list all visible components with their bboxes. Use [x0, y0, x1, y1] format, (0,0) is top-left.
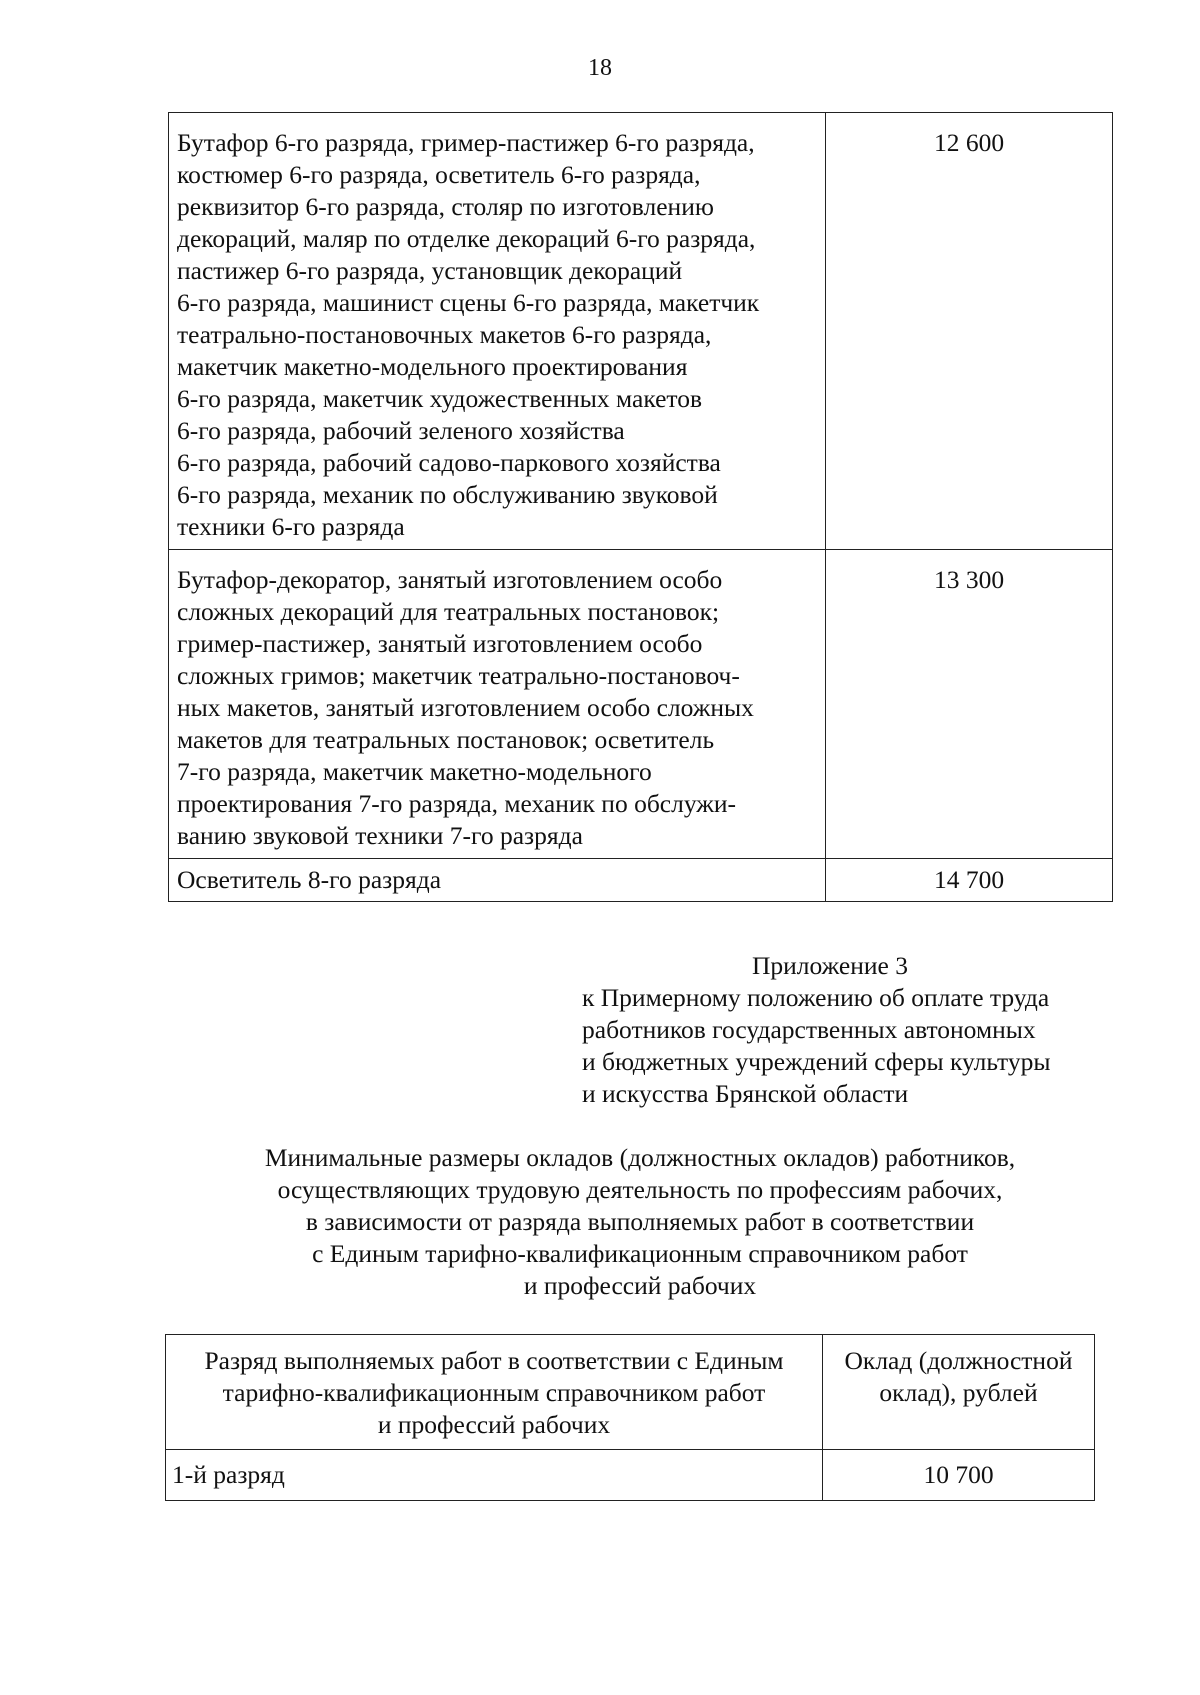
cell-line: Оклад (должностной: [844, 1346, 1073, 1375]
table-row: [169, 550, 1113, 859]
appendix-title: Приложение 3: [752, 951, 908, 980]
appendix-line: и бюджетных учреждений сферы культуры: [582, 1047, 1051, 1076]
cell-line: 6-го разряда, рабочий садово-паркового хозяйства: [177, 448, 721, 477]
cell-line: оклад), рублей: [879, 1378, 1038, 1407]
title-line: с Единым тарифно-квалификационным справочником работ: [312, 1239, 968, 1268]
header-grade-cell: [166, 1335, 823, 1450]
title-line: Минимальные размеры окладов (должностных окладов) работников,: [264, 1143, 1016, 1172]
cell-line: Осветитель 8-го разряда: [177, 865, 442, 894]
cell-line: тарифно-квалификационным справочником работ: [222, 1378, 766, 1407]
cell-line: Бутафор-декоратор, занятый изготовлением особо: [177, 565, 723, 594]
grade-salary-table: [165, 1334, 1095, 1501]
profession-cell: [169, 113, 826, 550]
cell-line: сложных декораций для театральных постановок;: [177, 597, 720, 626]
header-salary-cell: [823, 1335, 1095, 1450]
appendix-line: к Примерному положению об оплате труда: [582, 983, 1050, 1012]
cell-line: 6-го разряда, машинист сцены 6-го разряда, макетчик: [177, 288, 760, 317]
cell-line: техники 6-го разряда: [177, 512, 405, 541]
appendix-line: и искусства Брянской области: [582, 1079, 909, 1108]
cell-line: ных макетов, занятый изготовлением особо сложных: [177, 693, 754, 722]
cell-line: театрально-постановочных макетов 6-го разряда,: [177, 320, 712, 349]
document-title: [160, 1142, 1120, 1302]
cell-line: пастижер 6-го разряда, установщик декораций: [177, 256, 683, 285]
cell-line: 6-го разряда, механик по обслуживанию звуковой: [177, 480, 718, 509]
cell-line: макетчик макетно-модельного проектирования: [177, 352, 688, 381]
rates-table-continued: [168, 112, 1113, 902]
cell-line: ванию звуковой техники 7-го разряда: [177, 821, 583, 850]
cell-line: макетов для театральных постановок; осветитель: [177, 725, 715, 754]
cell-line: сложных гримов; макетчик театрально-постановоч-: [177, 661, 740, 690]
profession-cell: [169, 550, 826, 859]
salary-cell: 13 300: [826, 550, 1113, 859]
page-number: 18: [588, 55, 612, 81]
appendix-line: работников государственных автономных: [582, 1015, 1036, 1044]
grade-cell: 1-й разряд: [166, 1450, 823, 1501]
cell-line: 7-го разряда, макетчик макетно-модельного: [177, 757, 652, 786]
cell-line: гример-пастижер, занятый изготовлением особо: [177, 629, 703, 658]
appendix-header: [582, 950, 1142, 1110]
title-line: в зависимости от разряда выполняемых работ в соответствии: [305, 1207, 975, 1236]
cell-line: реквизитор 6-го разряда, столяр по изготовлению: [177, 192, 714, 221]
cell-line: Разряд выполняемых работ в соответствии с Единым: [204, 1346, 784, 1375]
title-line: осуществляющих трудовую деятельность по профессиям рабочих,: [277, 1175, 1003, 1204]
cell-line: проектирования 7-го разряда, механик по обслужи-: [177, 789, 737, 818]
cell-line: 6-го разряда, рабочий зеленого хозяйства: [177, 416, 625, 445]
profession-cell: [169, 859, 826, 902]
table-row: [169, 859, 1113, 902]
table-row: [169, 113, 1113, 550]
cell-line: костюмер 6-го разряда, осветитель 6-го разряда,: [177, 160, 701, 189]
cell-line: Бутафор 6-го разряда, гример-пастижер 6-го разряда,: [177, 128, 755, 157]
cell-line: 6-го разряда, макетчик художественных макетов: [177, 384, 703, 413]
salary-cell: 12 600: [826, 113, 1113, 550]
cell-line: декораций, маляр по отделке декораций 6-го разряда,: [177, 224, 756, 253]
cell-line: и профессий рабочих: [377, 1410, 611, 1439]
salary-cell: 14 700: [826, 859, 1113, 902]
salary-cell: 10 700: [823, 1450, 1095, 1501]
table-header-row: [166, 1335, 1095, 1450]
table-row: [166, 1450, 1095, 1501]
title-line: и профессий рабочих: [523, 1271, 757, 1300]
